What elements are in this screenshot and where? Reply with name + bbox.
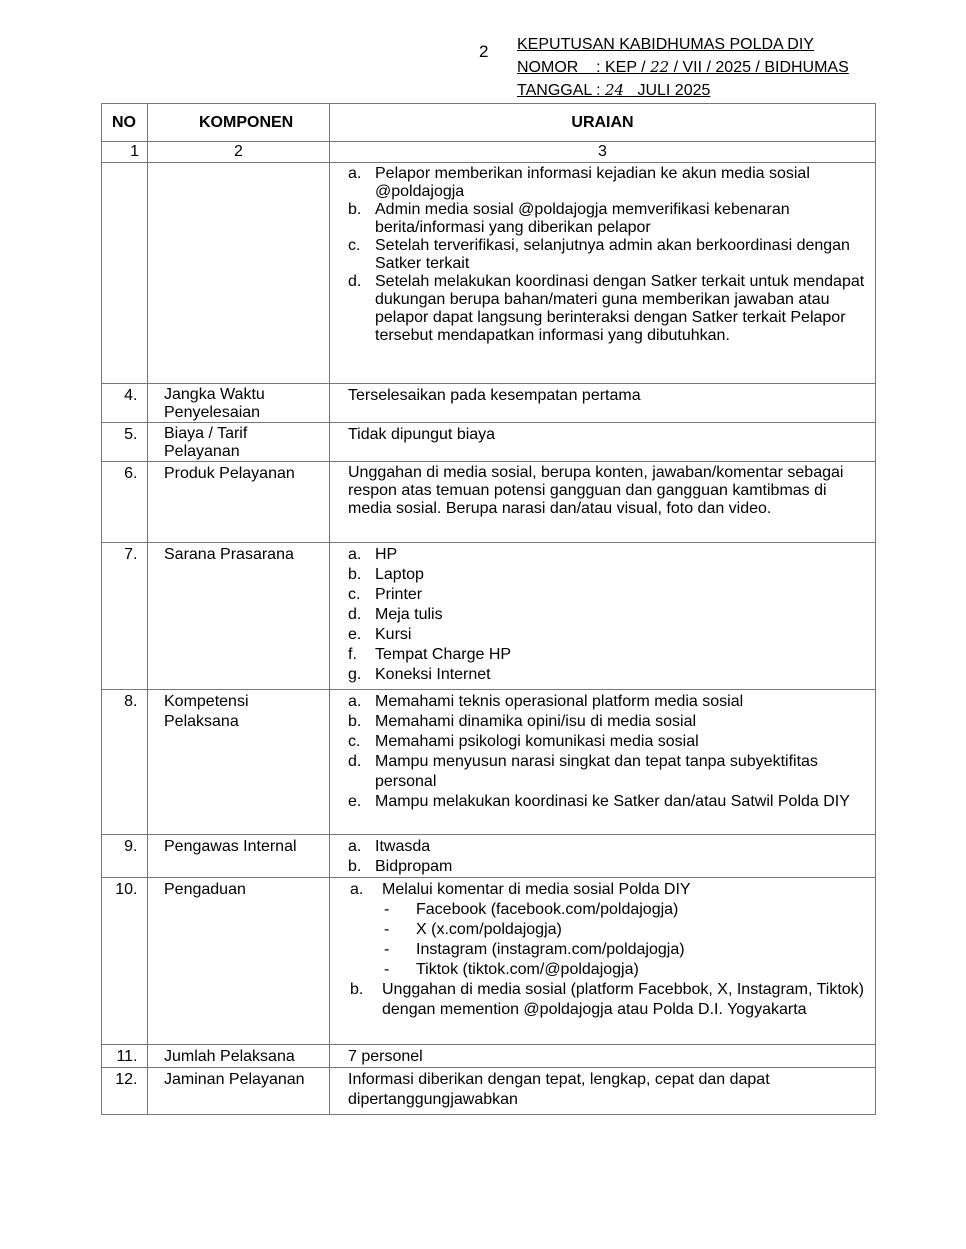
list-item-text: Kursi [375,626,412,643]
list-marker: g. [348,666,362,683]
row-number [102,462,148,543]
table-row [102,878,876,1045]
list-item-text: Koneksi Internet [375,666,491,683]
procedure-list [348,165,865,345]
facilities-list [348,545,865,685]
list-item [382,940,865,960]
decree-date-prefix: TANGGAL : [517,82,606,99]
list-item-text: Memahami teknis operasional platform media sosial [375,693,744,710]
decree-date [517,79,849,102]
row-number [102,1068,148,1115]
row-description [330,543,876,690]
list-item [348,545,865,565]
decree-number-prefix: NOMOR : KEP / [517,59,651,76]
list-marker: a. [350,881,364,898]
list-item [348,857,865,877]
list-item-text: Melalui komentar di media sosial Polda DIY [382,881,691,898]
list-item-text: Pelapor memberikan informasi kejadian ke akun media sosial @poldajogja [375,165,810,200]
service-standard-table [101,103,876,1115]
row-number [102,543,148,690]
list-item-text: Unggahan di media sosial (platform Facebbok, X, Instagram, Tiktok) dengan memention @poldajogja atau Polda D.I. Yogyakarta [382,981,864,1018]
list-item [348,165,865,201]
list-marker: f. [348,646,357,663]
list-item-text: Itwasda [375,838,431,855]
decree-title-text: KEPUTUSAN KABIDHUMAS POLDA DIY [517,36,814,53]
row-component: Jangka Waktu Penyelesaian [148,384,330,423]
list-item [348,732,865,752]
list-marker: - [384,961,390,978]
row-description: Terselesaikan pada kesempatan pertama [330,384,876,423]
row-component: Produk Pelayanan [148,462,330,543]
list-item-text: Printer [375,586,423,603]
list-item-text: Laptop [375,566,424,583]
table-row [102,835,876,878]
list-marker: c. [348,586,361,603]
row-description: Unggahan di media sosial, berupa konten, jawaban/komentar sebagai respon atas temuan potensi gangguan dan gangguan kamtibmas di media sosial. Berupa narasi dan/atau visual, foto dan video. [330,462,876,543]
row-description: Tidak dipungut biaya [330,423,876,462]
table-row [102,543,876,690]
row-component: Jumlah Pelaksana [148,1045,330,1068]
list-marker: a. [348,165,362,182]
list-item [348,645,865,665]
row-number-text: 5. [124,426,138,443]
row-number [102,835,148,878]
list-item [348,201,865,237]
complaint-list [348,880,865,1020]
competency-list [348,692,865,812]
list-item [382,900,865,920]
row-number [102,423,148,462]
list-marker: d. [348,606,362,623]
row-component: Pengaduan [148,878,330,1045]
list-marker: a. [348,693,362,710]
list-marker: - [384,941,390,958]
row-description [330,690,876,835]
row-component [148,163,330,384]
header-no: NO [102,104,148,142]
list-item [348,837,865,857]
row-number-text: 10. [115,881,138,898]
decree-number [517,56,849,79]
row-component: Pengawas Internal [148,835,330,878]
row-component: Biaya / Tarif Pelayanan [148,423,330,462]
list-marker: b. [348,201,362,218]
table-header-row [102,104,876,142]
row-number-text: 4. [124,387,138,404]
list-item-text: Instagram (instagram.com/poldajogja) [416,941,685,958]
list-marker: c. [348,237,361,254]
list-item-text: Mampu menyusun narasi singkat dan tepat tanpa subyektifitas personal [375,753,818,790]
list-item [348,625,865,645]
decree-number-suffix: / VII / 2025 / BIDHUMAS [669,59,849,76]
column-number-row [102,142,876,163]
decree-title [517,34,849,56]
row-component: Sarana Prasarana [148,543,330,690]
list-item-text: X (x.com/poldajogja) [416,921,562,938]
decree-number-handwritten: 22 [650,58,670,76]
table-row [102,462,876,543]
list-marker: e. [348,793,362,810]
header-uraian: URAIAN [330,104,876,142]
list-item [382,960,865,980]
list-item-text: Tempat Charge HP [375,646,512,663]
list-item [348,585,865,605]
list-item [348,237,865,273]
list-item-text: HP [375,546,398,563]
list-item-text: Memahami psikologi komunikasi media sosial [375,733,699,750]
row-number-text: 11. [116,1048,138,1065]
column-number: 3 [330,142,876,163]
list-item [348,692,865,712]
row-number-text: 12. [115,1071,138,1088]
list-item [348,752,865,792]
list-item [348,880,865,980]
list-marker: d. [348,273,362,290]
list-marker: b. [350,981,364,998]
list-item-text: Setelah melakukan koordinasi dengan Satker terkait untuk mendapat dukungan berupa bahan/materi guna memberikan jawaban atau pelapor dapat langsung berinteraksi dengan Satker terkait Pelapor tersebut mendapatkan informasi yang dibutuhkan. [375,273,865,344]
list-item [382,920,865,940]
table-row [102,163,876,384]
list-item [348,565,865,585]
decree-date-handwritten: 24 [605,81,625,99]
row-number [102,878,148,1045]
column-number: 1 [102,142,148,163]
list-item-text: Tiktok (tiktok.com/@poldajogja) [416,961,639,978]
row-description [330,835,876,878]
list-item-text: Admin media sosial @poldajogja memverifikasi kebenaran berita/informasi yang diberikan pelapor [375,201,790,236]
row-number [102,384,148,423]
row-description [330,163,876,384]
supervisor-list [348,837,865,877]
list-item [348,712,865,732]
list-marker: e. [348,626,362,643]
table-row [102,1045,876,1068]
list-item [348,980,865,1020]
list-item-text: Setelah terverifikasi, selanjutnya admin akan berkoordinasi dengan Satker terkait [375,237,850,272]
social-media-list [382,900,865,980]
table-row [102,690,876,835]
row-number [102,1045,148,1068]
table-row [102,423,876,462]
list-item-text: Meja tulis [375,606,443,623]
row-number-text: 6. [124,465,138,482]
row-number-text: 7. [124,546,138,563]
header-komponen: KOMPONEN [148,104,330,142]
row-number-text: 8. [124,693,138,710]
list-marker: a. [348,838,362,855]
list-marker: b. [348,713,362,730]
decree-header [517,34,849,102]
table-row [102,384,876,423]
row-description: Informasi diberikan dengan tepat, lengkap, cepat dan dapat dipertanggungjawabkan [330,1068,876,1115]
list-item [348,273,865,345]
list-item [348,665,865,685]
list-item [348,792,865,812]
table-row [102,1068,876,1115]
list-item-text: Facebook (facebook.com/poldajogja) [416,901,679,918]
list-item-text: Memahami dinamika opini/isu di media sosial [375,713,697,730]
list-marker: c. [348,733,361,750]
row-number [102,690,148,835]
list-item-text: Bidpropam [375,858,453,875]
list-marker: - [384,921,390,938]
list-item-text: Mampu melakukan koordinasi ke Satker dan/atau Satwil Polda DIY [375,793,850,810]
row-description: 7 personel [330,1045,876,1068]
list-marker: - [384,901,390,918]
row-number [102,163,148,384]
row-component: Kompetensi Pelaksana [148,690,330,835]
row-description [330,878,876,1045]
row-number-text: 9. [124,838,138,855]
list-marker: d. [348,753,362,770]
list-marker: a. [348,546,362,563]
page-number: 2 [479,42,489,61]
column-number: 2 [148,142,330,163]
row-component: Jaminan Pelayanan [148,1068,330,1115]
list-marker: b. [348,858,362,875]
list-item [348,605,865,625]
list-marker: b. [348,566,362,583]
decree-date-suffix: JULI 2025 [624,82,711,99]
